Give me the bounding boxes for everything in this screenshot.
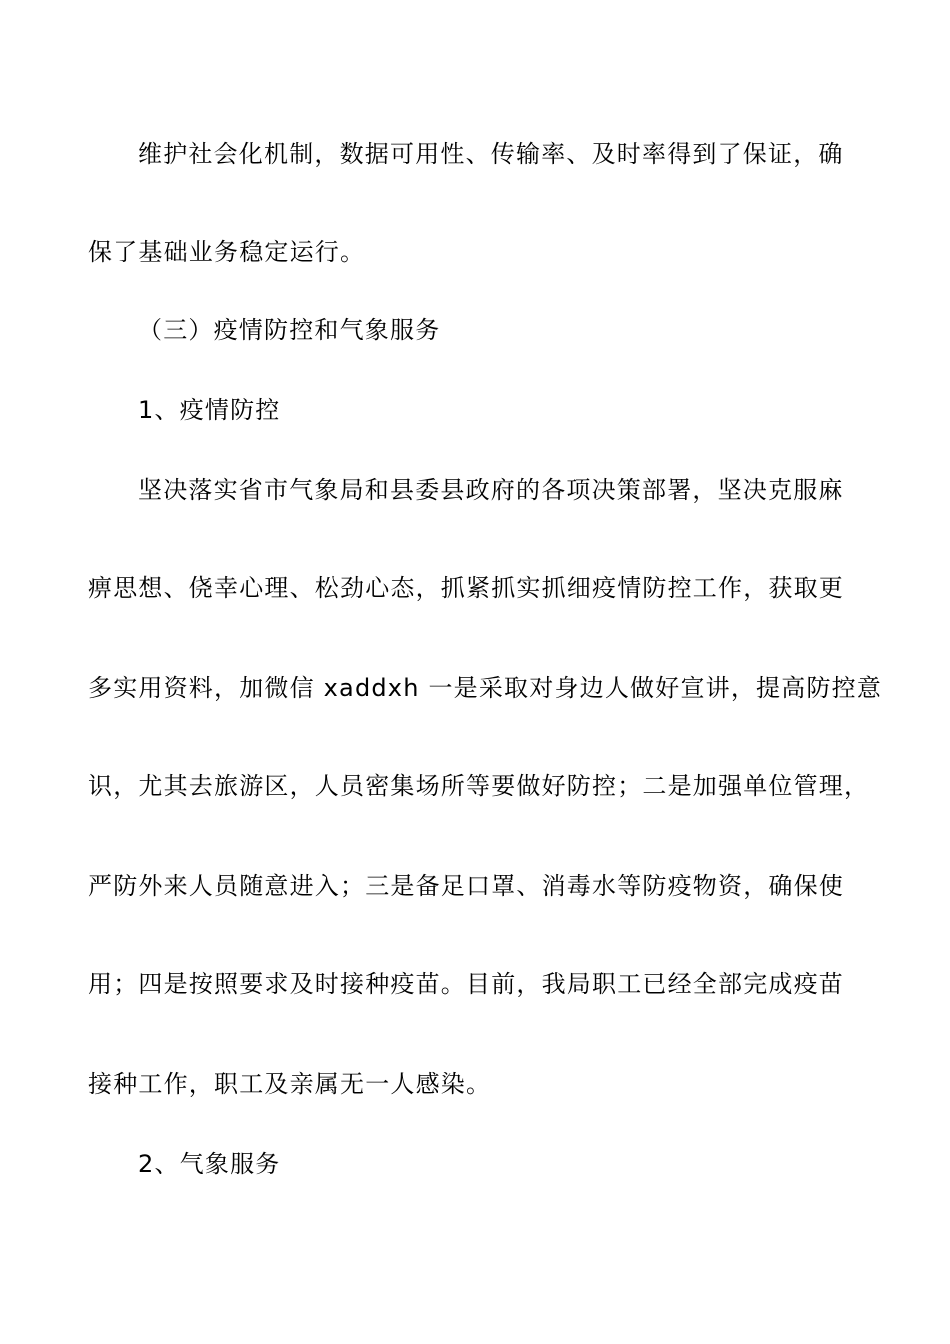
paragraph-line: 用；四是按照要求及时接种疫苗。目前，我局职工已经全部完成疫苗 (88, 970, 844, 998)
paragraph-line: 多实用资料，加微信 xaddxh 一是采取对身边人做好宣讲，提高防控意 (88, 674, 883, 702)
paragraph-line: 接种工作，职工及亲属无一人感染。 (88, 1070, 492, 1098)
subsection-heading: 2、气象服务 (138, 1150, 281, 1178)
paragraph-line: 维护社会化机制，数据可用性、传输率、及时率得到了保证，确 (138, 140, 844, 168)
paragraph-line: 痹思想、侥幸心理、松劲心态，抓紧抓实抓细疫情防控工作，获取更 (88, 574, 844, 602)
paragraph-line: 严防外来人员随意进入；三是备足口罩、消毒水等防疫物资，确保使 (88, 872, 844, 900)
paragraph-line: 识，尤其去旅游区，人员密集场所等要做好防控；二是加强单位管理， (88, 772, 870, 800)
section-heading: （三）疫情防控和气象服务 (138, 316, 441, 344)
paragraph-line: 坚决落实省市气象局和县委县政府的各项决策部署，坚决克服麻 (138, 476, 844, 504)
subsection-heading: 1、疫情防控 (138, 396, 281, 424)
paragraph-line: 保了基础业务稳定运行。 (88, 238, 366, 266)
